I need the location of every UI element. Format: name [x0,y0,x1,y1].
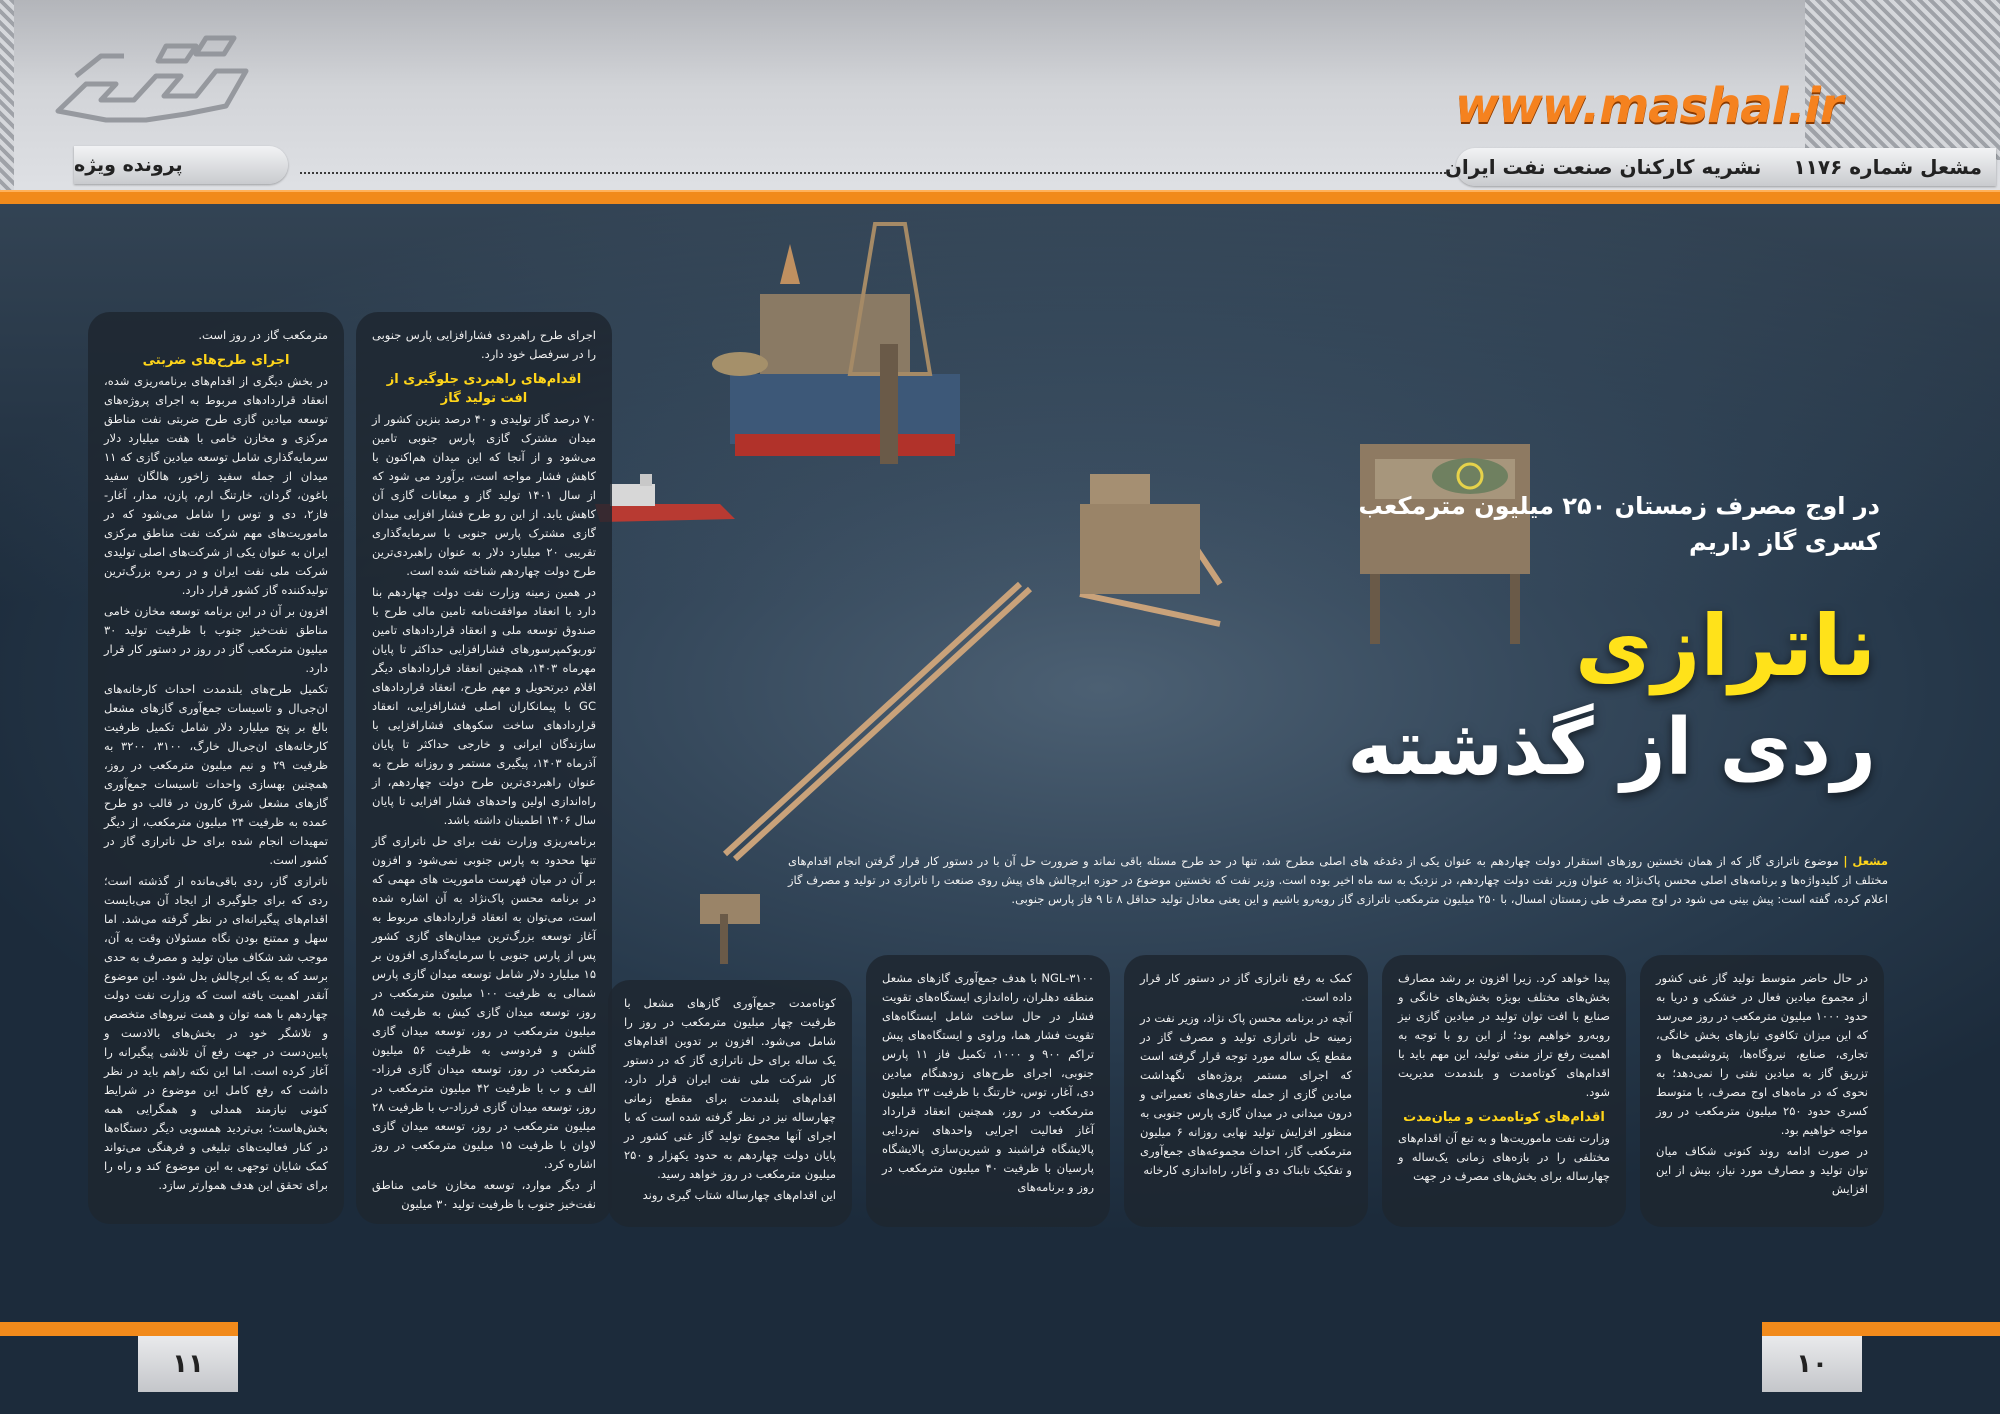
column-paragraph: در بخش دیگری از اقدام‌های برنامه‌ریزی شده، انعقاد قراردادهای مربوط به اجرای پروژه‌های توسعه میادین گازی طرح ضربتی نفت مناطق مرکزی و مخازن خامی با هفت میلیارد دلار سرمایه‌گذاری شامل توسعه میادین گازی که ۱۱ میدان از جمله سفید زاخور، هالگان سفید باغون، گردان، خارتنگ ارم، پازن، مدار، آغار-فاز۲، دی و توس را شامل می‌شود که در ماموریت‌های مهم شرکت نفت مناطق مرکزی ایران به عنوان یکی از شرکت‌های اصلی تولیدی شرکت ملی نفت ایران و در زمره بزرگ‌ترین تولیدکننده گاز کشور قرار دارد. [104,374,328,597]
column-paragraph: پیدا خواهد کرد. زیرا افزون بر رشد مصارف بخش‌های مختلف بویژه بخش‌های خانگی و صنایع با افت توان تولید در میادین گازی نیز روبه‌رو خواهیم بود؛ از این رو با توجه به اهمیت رفع تراز منفی تولید، این مهم باید با اقدام‌های کوتاه‌مدت و بلندمدت مدیریت شود. [1398,971,1610,1099]
column-paragraph: از دیگر موارد، توسعه مخازن خامی مناطق نفت‌خیز جنوب با ظرفیت تولید ۳۰ میلیون [372,1178,596,1211]
page-number-right [1762,1336,1862,1392]
column-paragraph: افزون بر آن در این برنامه توسعه مخازن خامی مناطق نفت‌خیز جنوب با ظرفیت تولید ۳۰ میلیون مترمکعب گاز در روز در دستور کار قرار دارد. [104,604,328,675]
text-column-bottom-4 [866,955,1110,1227]
header-dotted-rule [300,172,1450,174]
publication-name: نشریه کارکنان صنعت نفت ایران [1444,155,1762,179]
page-header [0,0,2000,195]
article-title-line-1: ناترازی [1574,597,1876,695]
column-subhead: اجرای طرح‌های ضربتی [142,353,290,368]
section-label: پرونده ویژه [74,154,183,176]
small-structure [700,894,760,964]
column-paragraph: وزارت نفت ماموریت‌ها و به تبع آن اقدام‌های مختلفی را در بازه‌های زمانی یک‌ساله و چهارساله برای بخش‌های مصرف در جهت [1398,1131,1610,1183]
text-column-bottom-3 [1124,955,1368,1227]
text-column-top-left [88,312,344,1224]
footer-bar-left [0,1322,238,1336]
text-column-top-right [356,312,612,1224]
page-number-right-text: ۱۰ [1796,1349,1828,1379]
text-column-bottom-1 [1640,955,1884,1227]
lead-text: موضوع ناترازی گاز که از همان نخستین روزهای استقرار دولت چهاردهم به عنوان یکی از دغدغه های اصلی مطرح شد، تنها در حد طرح مسئله باقی نماند و ضرورت حل آن با در دستور کار قرار گرفتن انجام اقدام‌های مختلف از کلیدواژه‌ها و برنامه‌های اصلی محسن پاک‌نژاد به عنوان وزیر نفت دولت چهاردهم، در نزدیک به سه ماه اخیر بوده است. وزیر نفت که نخستین موضوع در حوزه ابرچالش های پیش روی صنعت را ناترازی در تولید و مصرف گاز اعلام کرده، گفته است: پیش بینی می شود در اوج مصرف طی زمستان امسال، با ۲۵۰ میلیون مترمکعب ناترازی گاز روبه‌رو باشیم و این یعنی معادل تولید حداقل ۸ تا ۹ فاز پارس جنوبی. [788,854,1888,906]
column-subhead: اقدام‌های کوتاه‌مدت و میان‌مدت [1403,1110,1605,1125]
column-paragraph: در حال حاضر متوسط تولید گاز غنی کشور از مجموع میادین فعال در خشکی و دریا به حدود ۱۰۰۰ میلیون مترمکعب در روز می‌رسد که این میزان تکافوی نیازهای بخش خانگی، تجاری، صنایع، نیروگاه‌ها، پتروشیمی‌ها و تزریق گاز به میادین نفتی را نمی‌دهد؛ به نحوی که در ماه‌های اوج مصرف، با متوسط کسری حدود ۲۵۰ میلیون مترمکعب در روز مواجه خواهیم بود. [1656,971,1868,1137]
header-orange-band [0,190,2000,204]
mashal-logo-icon [46,16,266,136]
column-paragraph: کوتاه‌مدت جمع‌آوری گازهای مشعل با ظرفیت چهار میلیون مترمکعب در روز را شامل می‌شود. افزون بر تدوین اقدام‌های یک ساله برای حل ناترازی گاز که در دستور کار شرکت ملی نفت ایران قرار دارد، اقدام‌های بلندمدت برای مقطع زمانی چهارساله نیز در نظر گرفته شده است که با اجرای آنها مجموع تولید گاز غنی کشور در پایان دولت چهاردهم به حدود یکهزار و ۲۵۰ میلیون مترمکعب در روز خواهد رسید. [624,996,836,1181]
article-kicker [1358,488,1880,560]
column-paragraph: NGL-۳۱۰۰ با هدف جمع‌آوری گازهای مشعل منطقه دهلران، راه‌اندازی ایستگاه‌های تقویت فشار در حال ساخت شامل ایستگاه‌های تقویت فشار هما، وراوی و ایستگاه‌های پیش تراکم ۹۰۰ و ۱۰۰۰، تکمیل فاز ۱۱ پارس جنوبی، اجرای طرح‌های زودهنگام میادین دی، آغار، توس، خارتنگ با ظرفیت ۲۳ میلیون مترمکعب در روز، همچنین انعقاد قرارداد آغاز فعالیت اجرایی واحدهای نم‌زدایی پالایشگاه فراشبند و شیرین‌سازی پالایشگاه پارسیان با ظرفیت ۴۰ میلیون مترمکعب در روز و برنامه‌های [882,971,1095,1194]
column-paragraph: آنچه در برنامه محسن پاک نژاد، وزیر نفت در زمینه حل ناترازی تولید و مصرف گاز در مقطع یک ساله مورد توجه قرار گرفته است که اجرای مستمر پروژه‌های نگهداشت میادین گازی از جمله حفاری‌های تعمیراتی و درون میدانی در میدان گازی پارس جنوبی به منظور افزایش تولید نهایی روزانه ۶ میلیون مترمکعب گاز، احداث مجموعه‌های جمع‌آوری و تفکیک تابناک دی و آغار، راه‌اندازی کارخانه [1140,1011,1352,1177]
text-column-bottom-2 [1382,955,1626,1227]
kicker-line-2: کسری گاز داریم [1689,528,1880,556]
column-paragraph: ۷۰ درصد گاز تولیدی و ۴۰ درصد بنزین کشور از میدان مشترک گازی پارس جنوبی تامین می‌شود و از آنجا که این میدان هم‌اکنون با کاهش فشار مواجه است، برآورد می شود که از سال ۱۴۰۱ تولید گاز و میعانات گازی آن کاهش یابد. از این رو طرح فشار افزایی میدان گازی مشترک پارس جنوبی با سرمایه‌گذاری تقریبی ۲۰ میلیارد دلار به عنوان راهبردی‌ترین طرح دولت چهاردهم شناخته شده است. [372,412,597,578]
column-paragraph: مترمکعب گاز در روز است. [198,328,328,342]
article-lead [788,852,1888,909]
column-paragraph: تکمیل طرح‌های بلندمدت احداث کارخانه‌های ان‌جی‌ال و تاسیسات جمع‌آوری گازهای مشعل بالغ بر پنج میلیارد دلار شامل تکمیل ظرفیت کارخانه‌های ان‌جی‌ال خارگ، ۳۱۰۰، ۳۲۰۰ به ظرفیت ۲۹ و نیم میلیون مترمکعب در روز، همچنین بهسازی واحدات تاسیسات جمع‌آوری گازهای مشعل شرق کارون در قالب دو طرح عمده به ظرفیت ۲۴ میلیون مترمکعب، از دیگر تمهیدات انجام شده برای حل ناترازی گاز در کشور است. [104,682,328,867]
column-paragraph: ناترازی گاز، ردی باقی‌مانده از گذشته است؛ ردی که برای جلوگیری از ایجاد آن می‌بایست اقدام‌های پیگیرانه‌ای در نظر گرفته می‌شد. اما سهل و ممتنع بودن نگاه مسئولان وقت به آن، موجب شد شکاف میان تولید و مصرف به حدی برسد که به یک ابرچالش بدل شود. این موضوع آنقدر اهمیت یافته است که وزارت نفت دولت چهاردهم با همه توان و همت نیروهای متخصص و تلاشگر خود در بخش‌های بالادست و پایین‌دست در جهت رفع آن تلاشی پیگیرانه را آغاز کرده است. اما این نکته راهم باید در نظر داشت که رفع کامل این موضوع در شرایط کنونی نیازمند همدلی و همگرایی همه بخش‌هاست؛ بی‌تردید همسویی دیگر دستگاه‌ها در کنار فعالیت‌های تبلیغی و فرهنگی می‌تواند کمک شایان توجهی به این موضوع کند و راه را برای تحقق این هدف هموارتر سازد. [104,874,328,1192]
kicker-line-1: در اوج مصرف زمستان ۲۵۰ میلیون مترمکعب [1358,492,1880,520]
column-paragraph: اجرای طرح راهبردی فشارافزایی پارس جنوبی را در سرفصل خود دارد. [372,328,596,361]
page-number-left-text: ۱۱ [172,1349,204,1379]
issue-label: مشعل شماره ۱۱۷۶ [1793,155,1982,179]
footer-bar-right [1762,1322,2000,1336]
section-badge [74,146,288,184]
header-hatch-left [0,0,14,195]
column-paragraph: کمک به رفع ناترازی گاز در دستور کار قرار داده است. [1140,971,1352,1004]
text-column-bottom-5 [608,980,852,1227]
column-paragraph: در صورت ادامه روند کنونی شکاف میان توان تولید و مصارف مورد نیاز، بیش از این افزایش [1656,1144,1868,1196]
column-paragraph: این اقدام‌های چهارساله شتاب گیری روند [642,1188,836,1202]
website-url[interactable]: www.mashal.ir [1455,78,1843,134]
page-number-left [138,1336,238,1392]
column-paragraph: برنامه‌ریزی وزارت نفت برای حل ناترازی گاز تنها محدود به پارس جنوبی نمی‌شود و افزون بر آن در میان فهرست ماموریت های مهمی که در برنامه محسن پاک‌نژاد به آن اشاره شده است، می‌توان به انعقاد قراردادهای مربوط به آغاز توسعه بزرگ‌ترین میدان‌های گازی کشور پس از پارس جنوبی با سرمایه‌گذاری افزون بر ۱۵ میلیارد دلار شامل توسعه میدان گازی پارس شمالی به ظرفیت ۱۰۰ میلیون مترمکعب در روز، توسعه میدان گازی کیش به ظرفیت ۸۵ میلیون مترمکعب در روز، توسعه میدان گازی گلشن و فردوسی به ظرفیت ۵۶ میلیون مترمکعب در روز، توسعه میدان گازی فرزاد-الف و ب با ظرفیت ۴۲ میلیون مترمکعب در روز، توسعه میدان گازی فرزاد-ب با ظرفیت ۲۸ میلیون مترمکعب در روز، توسعه میدان گازی لاوان با ظرفیت ۱۵ میلیون مترمکعب در روز اشاره کرد. [372,834,597,1171]
article-title-line-2: ردی از گذشته [1347,703,1876,793]
lead-source-tag: مشعل | [1843,854,1889,868]
column-subhead: اقدام‌های راهبردی جلوگیری از افت تولید گاز [386,372,582,406]
publication-badge [1444,148,1996,186]
column-paragraph: در همین زمینه وزارت نفت دولت چهاردهم بنا دارد با انعقاد موافقت‌نامه تامین مالی طرح با صندوق توسعه ملی و انعقاد قراردادهای تامین توربوکمپرسورهای فشارافزایی حداکثر تا پایان مهرماه ۱۴۰۳، همچنین انعقاد قراردادهای دیگر اقلام دیرتحویل و مهم طرح، انعقاد قراردادهای GC با پیمانکاران اصلی فشارافزایی، انعقاد قراردادهای ساخت سکوهای فشارافزایی با سازندگان ایرانی و خارجی حداکثر تا پایان آذرماه ۱۴۰۳، پیگیری مستمر و روزانه طرح به عنوان راهبردی‌ترین طرح دولت چهاردهم، از راه‌اندازی اولین واحدهای فشار افزایی تا پایان سال ۱۴۰۶ اطمینان داشته باشد. [372,585,596,827]
